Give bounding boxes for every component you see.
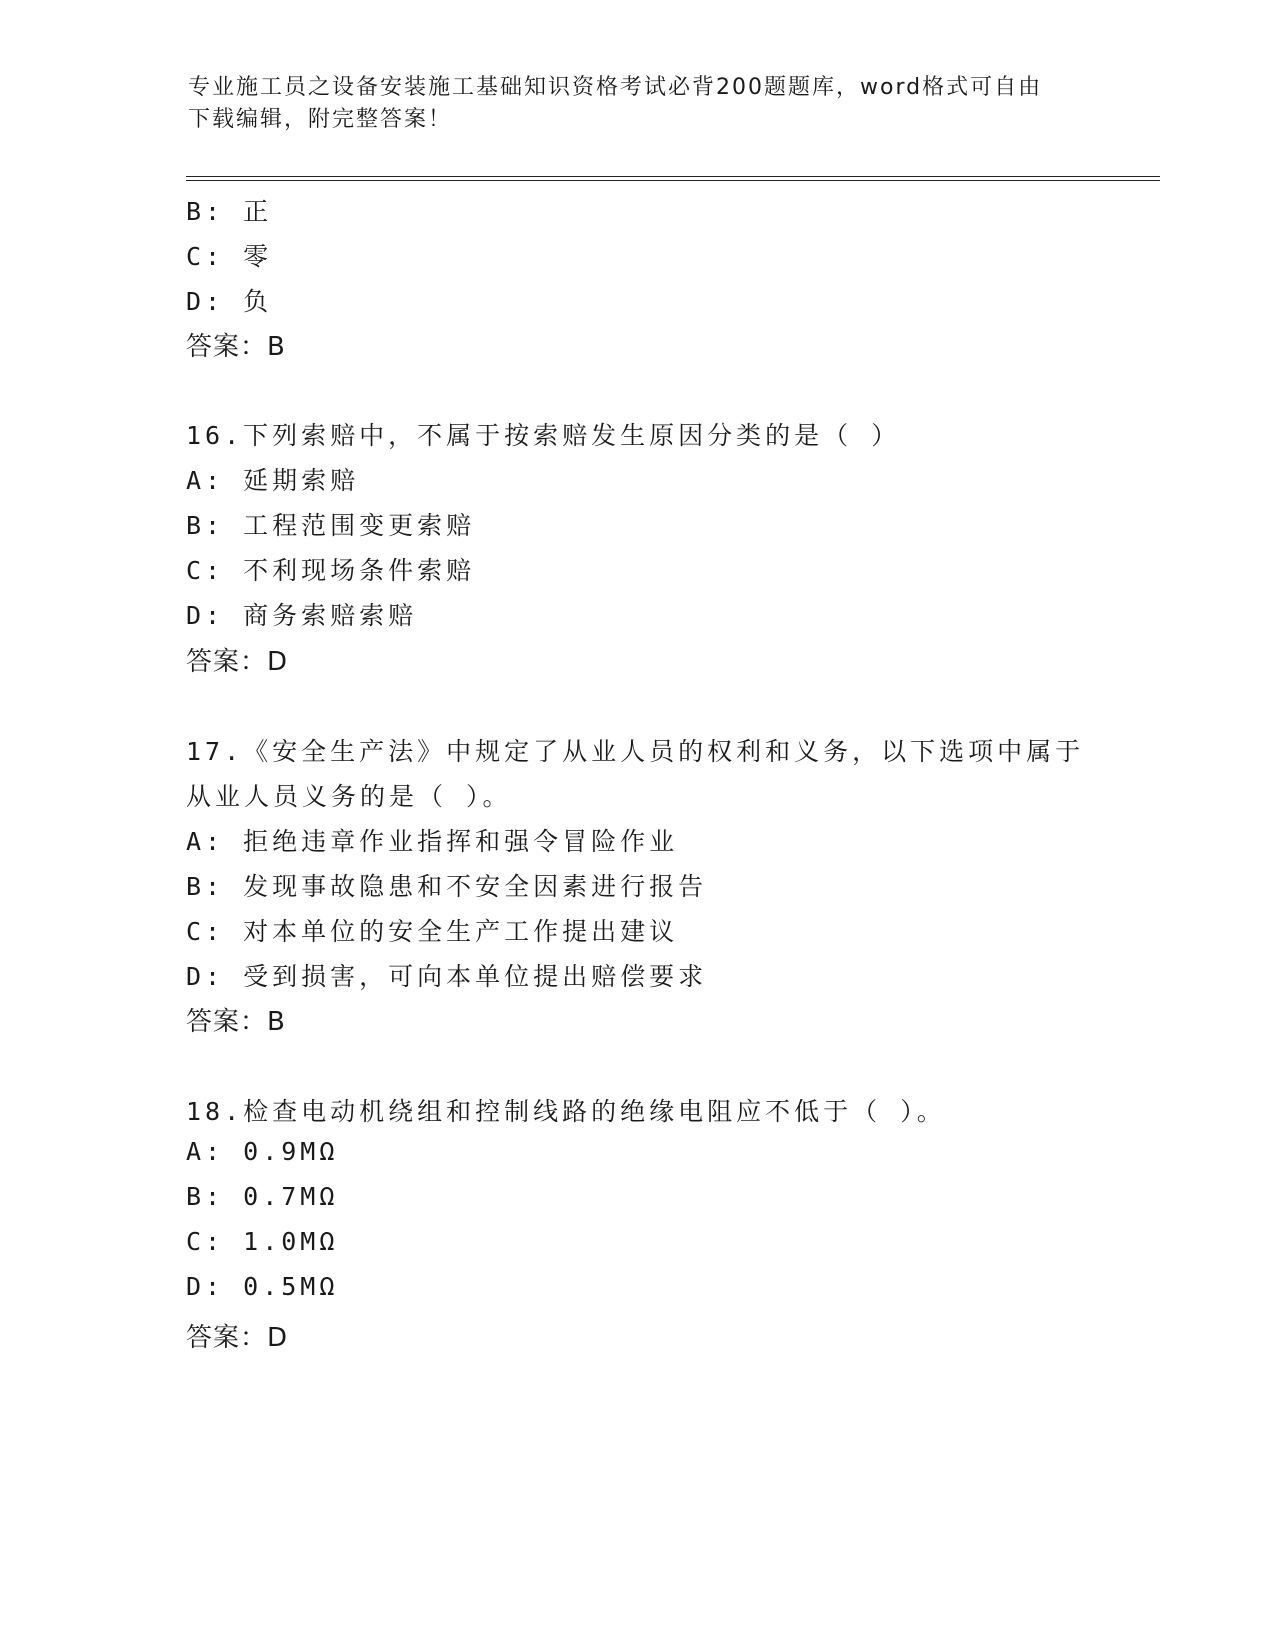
- q15-answer: 答案：B: [186, 332, 286, 362]
- q17-option-a: A: 拒绝违章作业指挥和强令冒险作业: [186, 827, 679, 856]
- q16-stem: 16.下列索赔中，不属于按索赔发生原因分类的是（ ）: [186, 421, 901, 450]
- q18-option-a: A: 0.9MΩ: [186, 1137, 339, 1166]
- q15-option-d: D: 负: [186, 287, 273, 316]
- q16-answer: 答案：D: [186, 647, 289, 677]
- q16-option-b: B: 工程范围变更索赔: [186, 511, 476, 540]
- q16-option-d: D: 商务索赔索赔: [186, 601, 418, 630]
- document-header: [188, 72, 1088, 136]
- q18-answer: 答案：D: [186, 1323, 289, 1353]
- header-line-2: 下载编辑，附完整答案！: [188, 107, 453, 132]
- q18-stem: 18.检查电动机绕组和控制线路的绝缘电阻应不低于（ ）。: [186, 1097, 946, 1126]
- q18-option-b: B: 0.7MΩ: [186, 1182, 339, 1211]
- q17-option-c: C: 对本单位的安全生产工作提出建议: [186, 917, 679, 946]
- header-divider: [186, 176, 1160, 181]
- q16-option-c: C: 不利现场条件索赔: [186, 556, 476, 585]
- q17-option-b: B: 发现事故隐患和不安全因素进行报告: [186, 872, 708, 901]
- header-line-1: 专业施工员之设备安装施工基础知识资格考试必背200题题库，word格式可自由: [188, 75, 1043, 100]
- q18-option-c: C: 1.0MΩ: [186, 1227, 339, 1256]
- q17-option-d: D: 受到损害，可向本单位提出赔偿要求: [186, 962, 708, 991]
- q15-option-c: C: 零: [186, 242, 273, 271]
- q17-stem-line-2: 从业人员义务的是（ ）。: [186, 782, 512, 811]
- q17-stem-line-1: 17.《安全生产法》中规定了从业人员的权利和义务，以下选项中属于: [186, 737, 1085, 766]
- q17-answer: 答案：B: [186, 1007, 286, 1037]
- q15-option-b: B: 正: [186, 197, 273, 226]
- q18-option-d: D: 0.5MΩ: [186, 1272, 339, 1301]
- q16-option-a: A: 延期索赔: [186, 466, 360, 495]
